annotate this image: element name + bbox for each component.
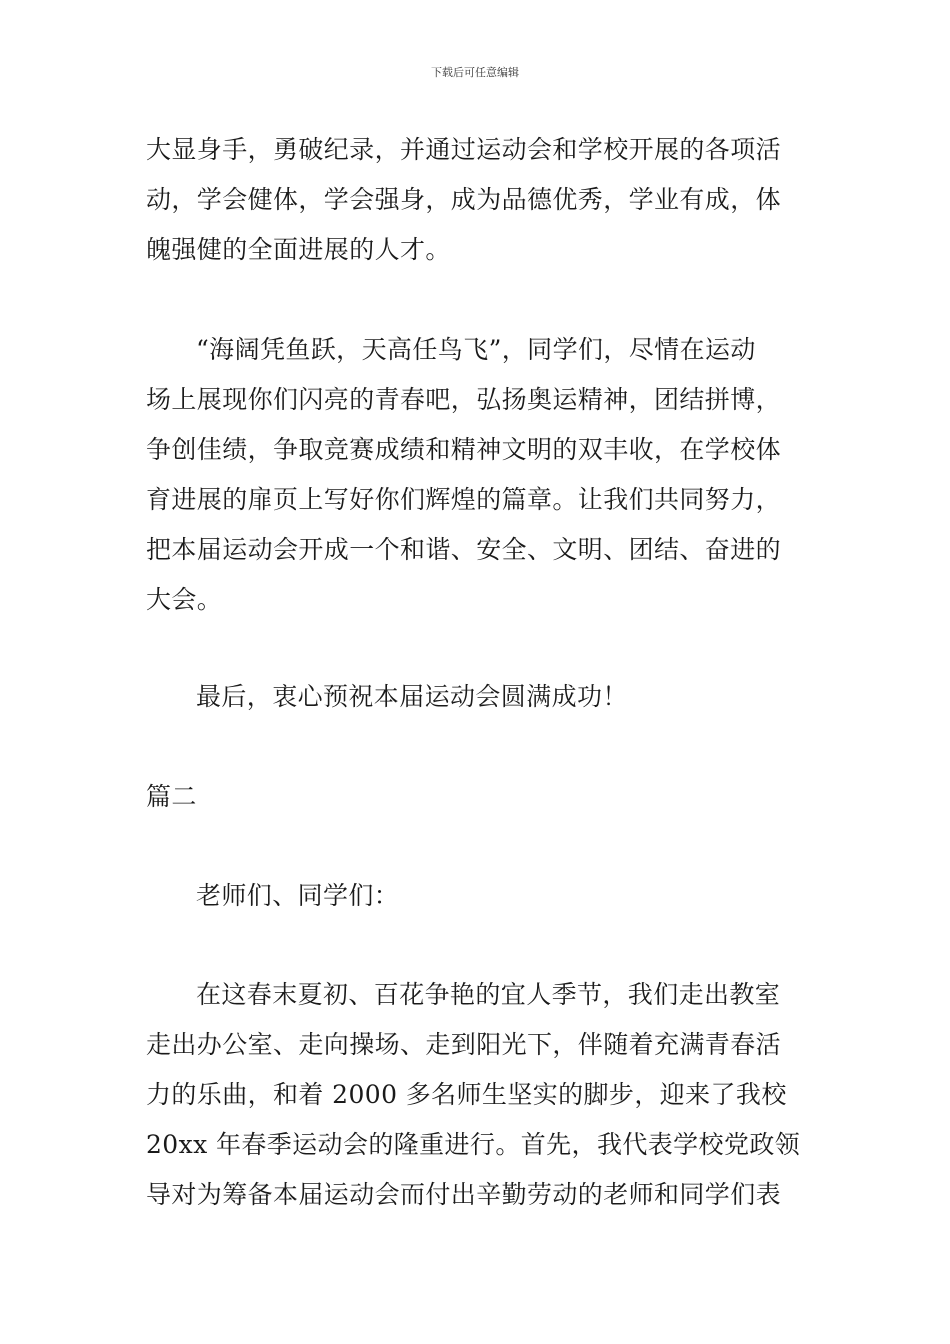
paragraph-4 <box>146 970 811 1220</box>
section-title: 篇二 <box>146 782 197 811</box>
text-line: 20xx 年春季运动会的隆重进行。首先，我代表学校党政领 <box>146 1130 801 1159</box>
text-line: 大显身手，勇破纪录，并通过运动会和学校开展的各项活 <box>146 135 782 164</box>
text-line: 场上展现你们闪亮的青春吧，弘扬奥运精神，团结拼博， <box>146 385 782 414</box>
text-line: 争创佳绩，争取竞赛成绩和精神文明的双丰收，在学校体 <box>146 435 782 464</box>
text-line: 魄强健的全面进展的人才。 <box>146 235 451 264</box>
text-line: 大会。 <box>146 585 223 614</box>
text-line: 动，学会健体，学会强身，成为品德优秀，学业有成，体 <box>146 185 782 214</box>
text-line: 育进展的扉页上写好你们辉煌的篇章。让我们共同努力， <box>146 485 782 514</box>
paragraph-3 <box>146 672 811 722</box>
text-line: 导对为筹备本届运动会而付出辛勤劳动的老师和同学们表 <box>146 1180 782 1209</box>
text-line: “海阔凭鱼跃，天高任鸟飞”，同学们，尽情在运动 <box>196 335 756 364</box>
text-line: 走出办公室、走向操场、走到阳光下，伴随着充满青春活 <box>146 1030 782 1059</box>
section-heading <box>146 772 811 822</box>
text-line: 把本届运动会开成一个和谐、安全、文明、团结、奋进的 <box>146 535 782 564</box>
paragraph-1 <box>146 125 811 275</box>
text-line: 最后，衷心预祝本届运动会圆满成功！ <box>196 682 628 711</box>
text-line: 老师们、同学们： <box>196 881 400 910</box>
salutation <box>146 871 811 921</box>
page-header-note: 下载后可任意编辑 <box>431 66 519 79</box>
text-line: 在这春末夏初、百花争艳的宜人季节，我们走出教室 <box>196 980 781 1009</box>
text-line: 力的乐曲，和着 2000 多名师生坚实的脚步，迎来了我校 <box>146 1080 787 1109</box>
paragraph-2 <box>146 325 811 625</box>
